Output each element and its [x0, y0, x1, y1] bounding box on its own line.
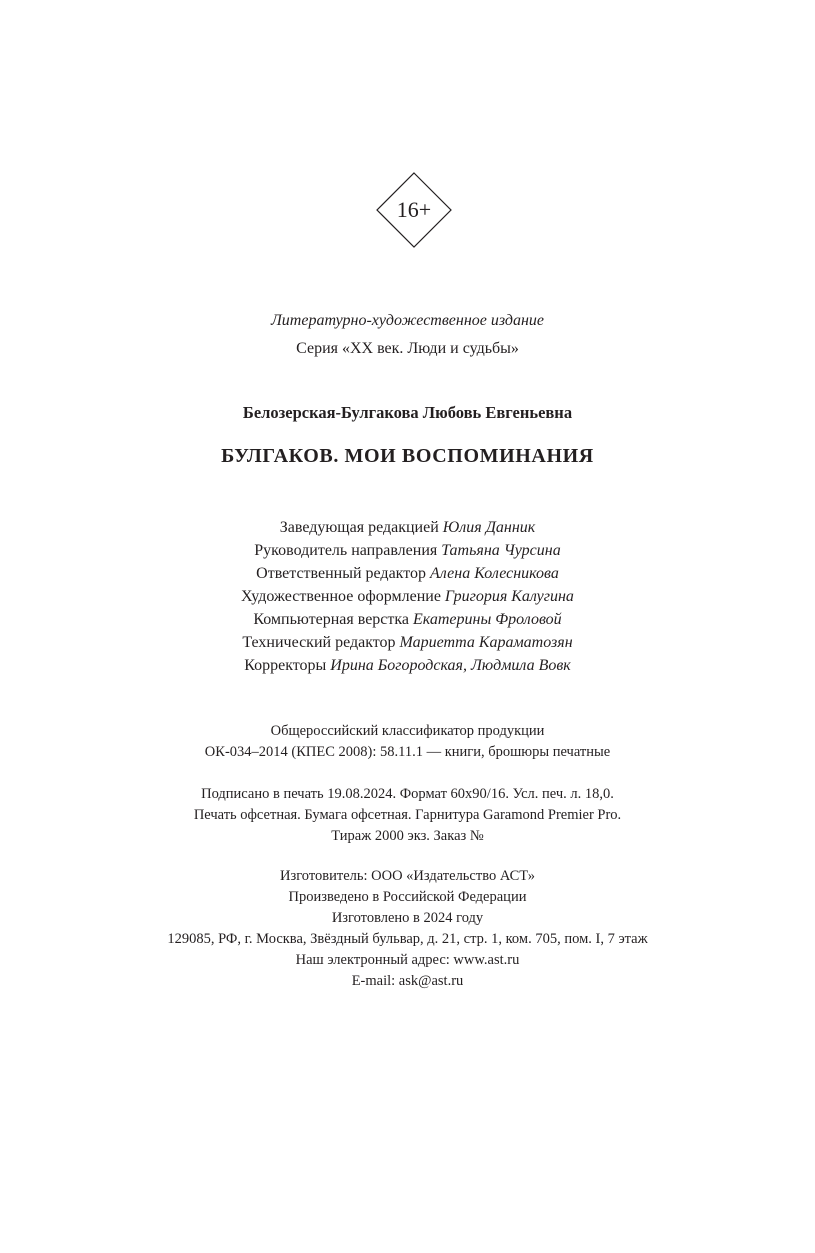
print-info-line: Печать офсетная. Бумага офсетная. Гарнитура Garamond Premier Pro.	[193, 807, 622, 823]
credit-line	[0, 562, 815, 585]
credit-name: Татьяна Чурсина	[441, 542, 561, 559]
series: Серия «XX век. Люди и судьбы»	[296, 340, 519, 357]
credit-line	[0, 516, 815, 539]
credit-name: Алена Колесникова	[430, 565, 559, 582]
manufacturer-website: Наш электронный адрес: www.ast.ru	[295, 952, 520, 968]
edition-type: Литературно-художественное издание	[270, 312, 545, 329]
credit-name: Екатерины Фроловой	[413, 611, 562, 628]
credit-role: Руководитель направления	[254, 542, 438, 559]
credit-line	[0, 539, 815, 562]
credit-name: Григория Калугина	[444, 588, 574, 605]
credit-role: Художественное оформление	[241, 588, 441, 605]
print-info-line: Подписано в печать 19.08.2024. Формат 60x90/16. Усл. печ. л. 18,0.	[201, 786, 614, 802]
author: Белозерская-Булгакова Любовь Евгеньевна	[242, 403, 573, 422]
classifier	[0, 721, 815, 763]
manufacturer-info	[0, 866, 815, 992]
credit-role: Ответственный редактор	[256, 565, 427, 582]
credit-role: Технический редактор	[242, 634, 396, 651]
credit-name: Мариетта Караматозян	[399, 634, 573, 651]
age-rating: 16+	[396, 197, 432, 222]
classifier-line: Общероссийский классификатор продукции	[270, 723, 545, 739]
book-title: БУЛГАКОВ. МОИ ВОСПОМИНАНИЯ	[221, 445, 594, 467]
credits	[0, 516, 815, 677]
credit-role: Заведующая редакцией	[279, 519, 439, 536]
manufacturer-line: Произведено в Российской Федерации	[288, 889, 527, 905]
credit-line	[0, 585, 815, 608]
edition-info	[0, 307, 815, 363]
credit-line	[0, 654, 815, 677]
credit-name: Юлия Данник	[442, 519, 536, 536]
manufacturer-address: 129085, РФ, г. Москва, Звёздный бульвар, д. 21, стр. 1, ком. 705, пом. I, 7 этаж	[167, 931, 648, 947]
print-info-line: Тираж 2000 экз. Заказ №	[331, 828, 484, 844]
manufacturer-line: Изготовлено в 2024 году	[331, 910, 484, 926]
manufacturer-line: Изготовитель: ООО «Издательство АСТ»	[280, 868, 535, 884]
credit-line	[0, 608, 815, 631]
credit-line	[0, 631, 815, 654]
manufacturer-email: E-mail: ask@ast.ru	[351, 973, 464, 989]
classifier-line: ОК-034–2014 (КПЕС 2008): 58.11.1 — книги, брошюры печатные	[204, 744, 611, 760]
credit-role: Корректоры	[244, 657, 327, 674]
credit-role: Компьютерная верстка	[253, 611, 410, 628]
print-info	[0, 784, 815, 847]
credit-name: Ирина Богородская, Людмила Вовк	[330, 657, 571, 674]
